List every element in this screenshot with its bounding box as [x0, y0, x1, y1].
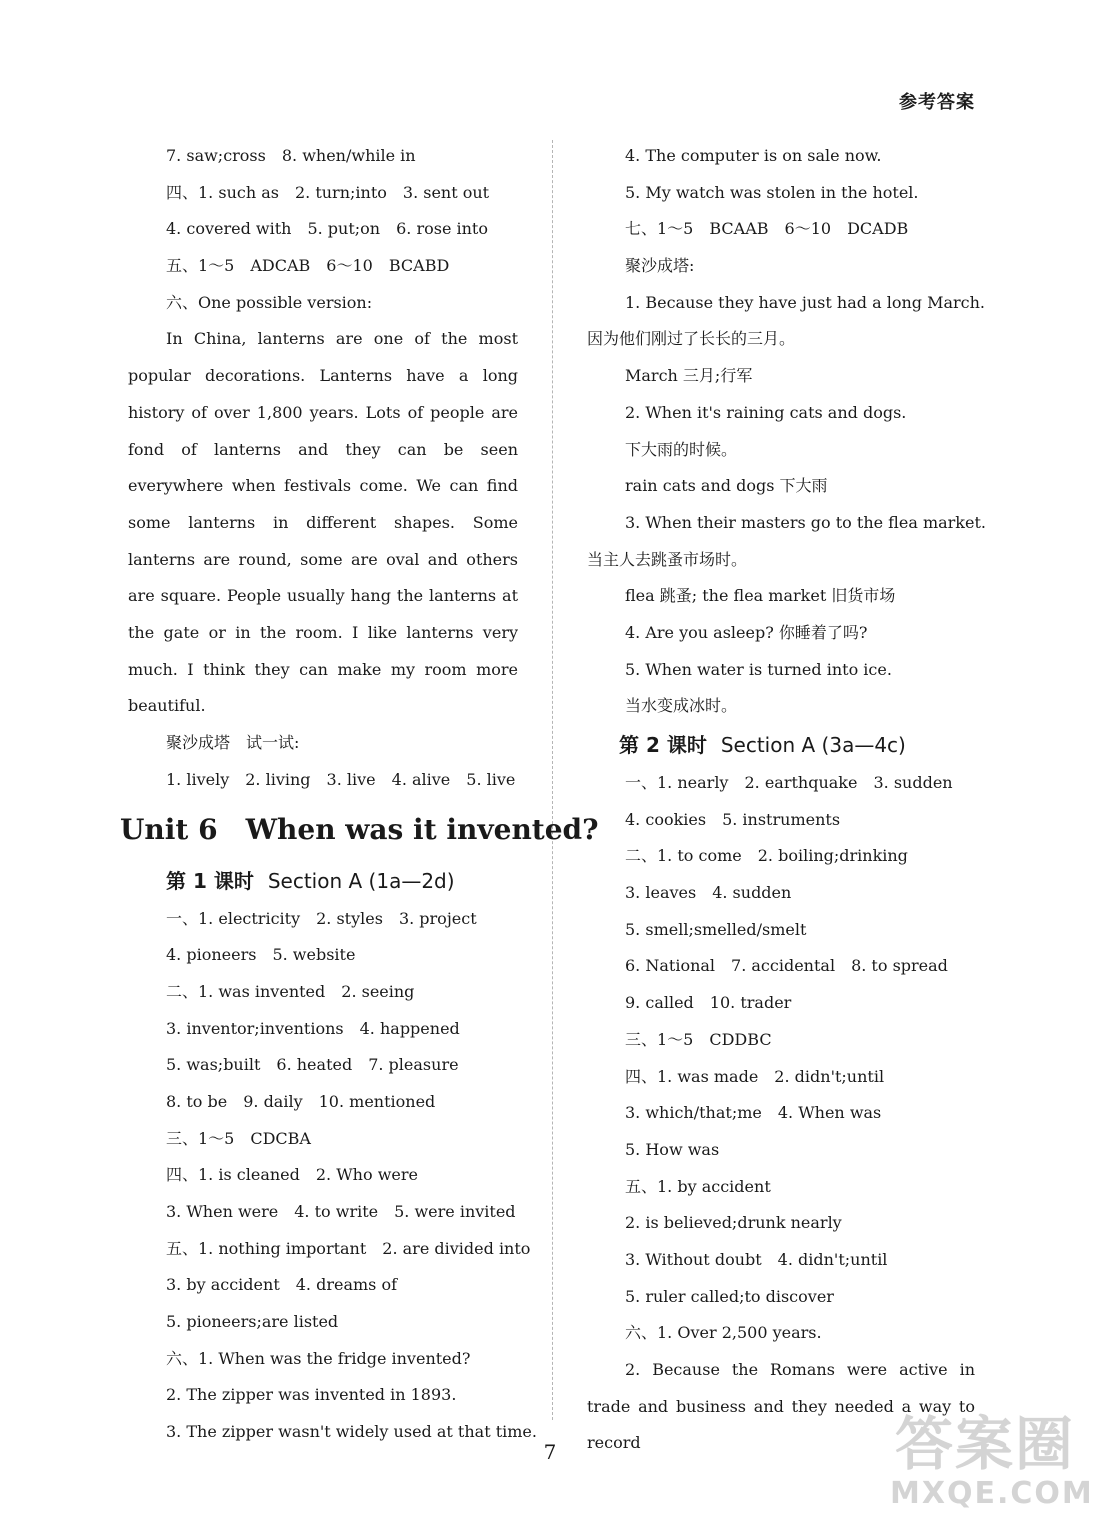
answer-line: 五、1～5 ADCAB 6～10 BCABD: [166, 256, 450, 276]
answer-line: 下大雨的时候。: [625, 439, 738, 459]
answer-line: 2. The zipper was invented in 1893.: [166, 1385, 457, 1405]
lesson-section: Section A (1a—2d): [267, 868, 455, 893]
answer-line: 4. cookies 5. instruments: [625, 809, 841, 829]
answer-line: 2. When it's raining cats and dogs.: [625, 402, 907, 422]
answer-line: 3. inventor;inventions 4. happened: [166, 1018, 460, 1038]
answer-line: 4. Are you asleep? 你睡着了吗?: [625, 622, 868, 642]
answer-line: 二、1. was invented 2. seeing: [166, 981, 415, 1001]
left-column: [120, 138, 599, 1451]
answer-line: 聚沙成塔:: [625, 256, 695, 276]
answer-line: 3. Without doubt 4. didn't;until: [625, 1249, 888, 1269]
answer-line: 3. The zipper wasn't widely used at that time.: [166, 1422, 537, 1442]
unit-title: Unit 6 When was it invented?: [120, 812, 599, 846]
answer-translation: 因为他们刚过了长长的三月。: [587, 329, 796, 349]
answer-line: 5. When water is turned into ice.: [625, 659, 892, 679]
lesson-section: Section A (3a—4c): [720, 733, 906, 757]
answer-line: 五、1. nothing important 2. are divided into: [166, 1238, 531, 1258]
answer-line: 6. National 7. accidental 8. to spread: [625, 956, 948, 976]
lesson-number: 第 1 课时: [166, 868, 254, 893]
answer-line: 五、1. by accident: [625, 1176, 771, 1196]
answer-line: 9. called 10. trader: [625, 993, 792, 1013]
watermark-text: 答案圈: [894, 1410, 1075, 1478]
answer-line: 4. pioneers 5. website: [166, 945, 356, 965]
answer-line: 2. is believed;drunk nearly: [625, 1213, 842, 1233]
answer-line: 六、1. Over 2,500 years.: [625, 1323, 822, 1343]
answer-line: 4. The computer is on sale now.: [625, 146, 882, 165]
watermark-domain: MXQE.COM: [890, 1476, 1094, 1511]
answer-line: 六、One possible version:: [166, 292, 373, 312]
answer-line: 四、1. was made 2. didn't;until: [625, 1066, 885, 1086]
answer-line: 3. which/that;me 4. When was: [625, 1103, 882, 1123]
answer-line: 一、1. nearly 2. earthquake 3. sudden: [625, 773, 953, 792]
lesson-heading: [128, 861, 518, 901]
answer-line: 四、1. is cleaned 2. Who were: [166, 1165, 418, 1185]
answer-line: 3. leaves 4. sudden: [625, 883, 792, 903]
watermark-logo: [890, 1410, 1094, 1522]
answer-line: 聚沙成塔 试一试:: [166, 733, 300, 753]
answer-line: March 三月;行军: [625, 366, 753, 386]
answer-line: 三、1～5 CDCBA: [166, 1128, 311, 1148]
answer-translation: 当主人去跳蚤市场时。: [587, 549, 748, 569]
column-divider: [552, 140, 553, 1420]
answer-line: 一、1. electricity 2. styles 3. project: [166, 908, 477, 928]
answer-line: 5. How was: [625, 1139, 720, 1159]
answer-line: 1. lively 2. living 3. live 4. alive 5. live: [166, 769, 516, 789]
answer-line: 二、1. to come 2. boiling;drinking: [625, 846, 908, 866]
answer-line: 3. by accident 4. dreams of: [166, 1275, 398, 1295]
answer-line: 六、1. When was the fridge invented?: [166, 1348, 471, 1368]
answer-line: 5. pioneers;are listed: [166, 1312, 339, 1332]
answer-line: 当水变成冰时。: [625, 696, 738, 716]
sample-essay-text: In China, lanterns are one of the most popular decorations. Lanterns have a long history of over 1,800 years. Lots of people are fond of lanterns and they can be seen everywhere when festivals come. We can find some lanterns in different shapes. Some lanterns are round, some are oval and others are square. People usually hang the lanterns at the gate or in the room. I like lanterns very much. I think they can make my room more beautiful.: [128, 329, 518, 716]
answer-line: 4. covered with 5. put;on 6. rose into: [166, 219, 488, 239]
answer-line: rain cats and dogs 下大雨: [625, 476, 828, 496]
page-number: 7: [543, 1440, 557, 1464]
right-column: [587, 138, 986, 1462]
page-header-title: 参考答案: [899, 92, 975, 113]
answer-line: 5. was;built 6. heated 7. pleasure: [166, 1055, 459, 1075]
lesson-number: 第 2 课时: [619, 733, 707, 757]
lesson-heading: [587, 725, 975, 765]
answer-line: 5. smell;smelled/smelt: [625, 919, 807, 939]
sample-essay: [128, 321, 518, 725]
answer-line: 3. When were 4. to write 5. were invited: [166, 1202, 516, 1222]
answer-line: 5. My watch was stolen in the hotel.: [625, 182, 919, 202]
answer-line: 5. ruler called;to discover: [625, 1286, 834, 1306]
answer-line: 1. Because they have just had a long March.: [625, 292, 986, 312]
answer-line: 四、1. such as 2. turn;into 3. sent out: [166, 182, 490, 202]
answer-line: 三、1～5 CDDBC: [625, 1029, 772, 1049]
answer-paragraph-text: 2. Because the Romans were active in trade and business and they needed a way to record: [587, 1360, 975, 1453]
answer-line: flea 跳蚤; the flea market 旧货市场: [625, 586, 896, 606]
answer-line: 7. saw;cross 8. when/while in: [166, 146, 416, 165]
answer-line: 3. When their masters go to the flea market.: [625, 512, 986, 532]
answer-line: 8. to be 9. daily 10. mentioned: [166, 1091, 436, 1111]
answer-line: 七、1～5 BCAAB 6～10 DCADB: [625, 219, 909, 239]
